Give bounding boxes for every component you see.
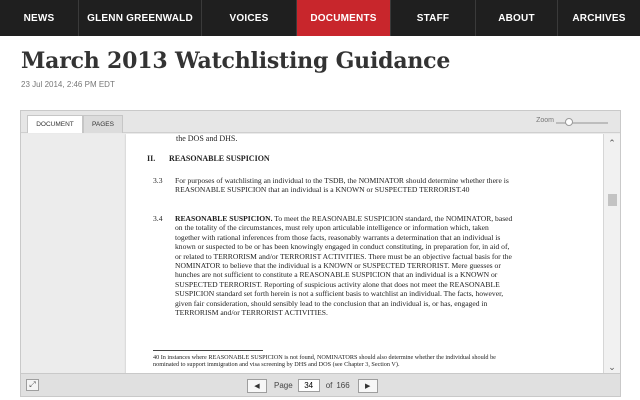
zoom-slider[interactable] (556, 122, 608, 124)
scrollbar-thumb[interactable] (608, 194, 617, 206)
nav-item-news[interactable]: NEWS (0, 0, 79, 36)
page-number-input[interactable] (298, 379, 320, 392)
doc-footnote: 40 In instances where REASONABLE SUSPICION is not found, NOMINATORS should also determine whether the individual should be nominated to support immigration and visa screening by DHS and DOS (see Chapter 3, Section V). (153, 354, 496, 369)
nav-item-voices[interactable]: VOICES (202, 0, 297, 36)
document-page (126, 134, 604, 375)
doc-line: the DOS and DHS. (176, 134, 238, 143)
vertical-scrollbar[interactable] (603, 134, 620, 375)
doc-paragraph-text: To meet the REASONABLE SUSPICION standard, the NOMINATOR, based on the totality of the circumstances, must rely upon articulable intelligence or information which, taken together with rational inferences from those facts, reasonably warrants a determination that an individual is known or suspected to be or has been knowingly engaged in conduct constituting, in preparation for, in aid of, or related to TERRORISM and/or TERRORIST ACTIVITIES. There must be an objective factual basis for the NOMINATOR to believe that the individual is a KNOWN or SUSPECTED TERRORIST. Mere guesses or hunches are not sufficient to constitute a REASONABLE SUSPICION that an individual is a KNOWN or SUSPECTED TERRORIST. Reporting of suspicious activity alone that does not meet the REASONABLE SUSPICION standard set forth herein is not a sufficient basis to watchlist an individual. The facts, however, given fair consideration, should sensibly lead to the conclusion that an individual is, or has, engaged in TERRORISM and/or TERRORIST ACTIVITIES. (175, 214, 513, 318)
viewer-toolbar (21, 111, 620, 133)
nav-item-about[interactable]: ABOUT (476, 0, 558, 36)
page-label: Page (274, 381, 293, 390)
top-navigation (0, 0, 640, 36)
footnote-divider (153, 350, 263, 351)
doc-paragraph-text: For purposes of watchlisting an individual to the TSDB, the NOMINATOR should determine whether there is REASONABLE SUSPICION that an individual is a KNOWN or SUSPECTED TERRORIST.40 (175, 176, 509, 195)
nav-item-glenn-greenwald[interactable]: GLENN GREENWALD (79, 0, 202, 36)
scroll-up-icon[interactable]: ⌃ (608, 138, 616, 148)
prev-page-icon[interactable]: ◀ (247, 379, 267, 393)
zoom-label: Zoom (536, 117, 554, 124)
total-pages: 166 (336, 381, 350, 390)
doc-heading-text: REASONABLE SUSPICION (169, 154, 270, 163)
doc-section-heading (147, 154, 270, 163)
next-page-icon[interactable]: ▶ (358, 379, 378, 393)
page-navigator (247, 378, 378, 393)
doc-heading-number: II. (147, 154, 156, 163)
expand-icon[interactable]: ⤢ (26, 379, 39, 391)
nav-item-documents[interactable]: DOCUMENTS (297, 0, 391, 36)
zoom-slider-handle[interactable] (565, 118, 573, 126)
doc-paragraph-number: 3.4 (153, 214, 163, 223)
tab-pages[interactable]: PAGES (83, 115, 123, 133)
doc-paragraph-body (175, 214, 515, 317)
doc-paragraph-lead: REASONABLE SUSPICION. (175, 214, 273, 223)
tab-document[interactable]: DOCUMENT (27, 115, 83, 133)
document-viewer (20, 110, 621, 397)
scroll-down-icon[interactable]: ⌄ (608, 362, 616, 372)
viewer-footer (21, 373, 620, 396)
nav-item-staff[interactable]: STAFF (391, 0, 476, 36)
publish-date: 23 Jul 2014, 2:46 PM EDT (21, 80, 115, 89)
nav-item-archives[interactable]: ARCHIVES (572, 12, 626, 24)
document-scroll-area[interactable] (21, 134, 604, 375)
page-title: March 2013 Watchlisting Guidance (21, 48, 451, 74)
doc-paragraph-number: 3.3 (153, 176, 163, 185)
of-label: of (325, 381, 333, 390)
